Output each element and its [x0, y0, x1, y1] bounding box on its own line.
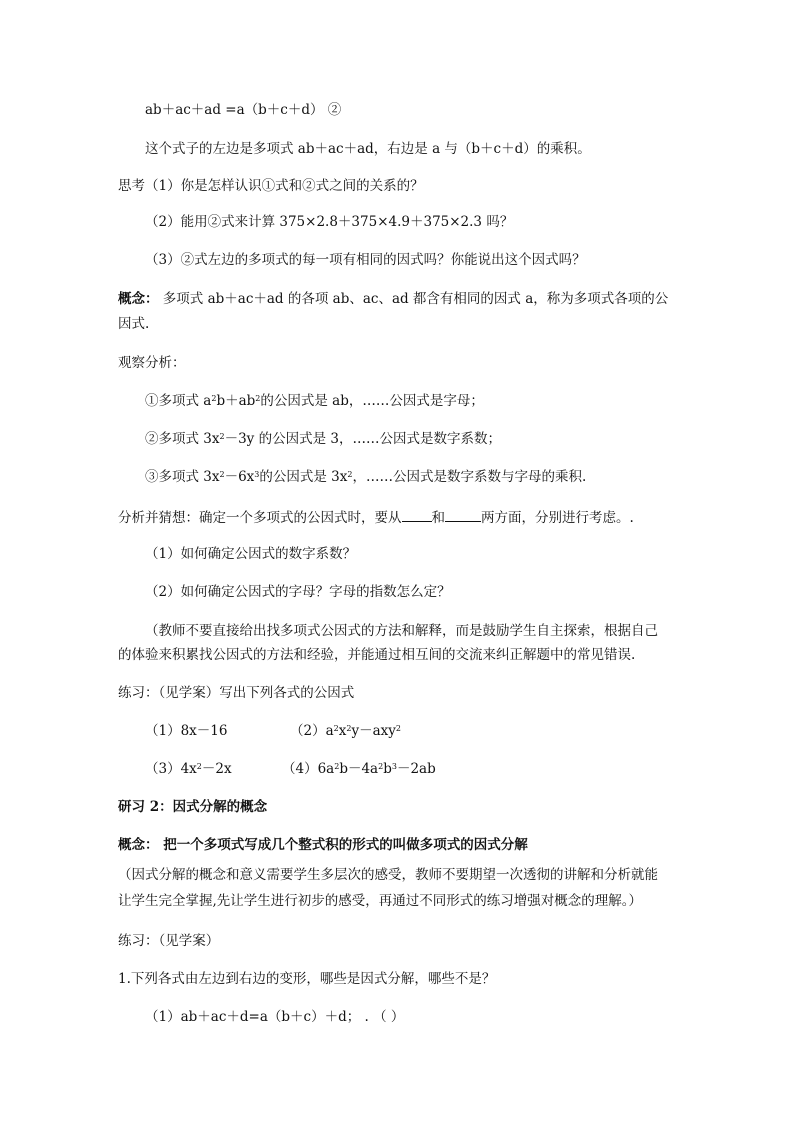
observe-heading: 观察分析： [118, 355, 186, 371]
practice-1-heading: 练习：（见学案）写出下列各式的公因式 [118, 685, 355, 701]
analysis-guess: 分析并猜想：确定一个多项式的公因式时，要从 和 两方面，分别进行考虑。. [118, 507, 634, 527]
concept-1-continued: 因式. [118, 316, 150, 332]
task-1-item-1: （1）ab＋ac＋d=a（b＋c）＋d； . （ ） [145, 1009, 405, 1025]
think-question-3: （3）②式左边的多项式的每一项有相同的因式吗？你能说出这个因式吗？ [145, 252, 586, 268]
observation-2: ②多项式 $3x^2-3y$ 的公因式是 3，……公因式是数字系数； [145, 431, 501, 447]
analysis-question-1: （1）如何确定公因式的数字系数？ [145, 546, 357, 562]
study-2-heading: 研习 2：因式分解的概念 [118, 799, 268, 815]
concept-2 [118, 836, 528, 854]
exercise-4: $(4)6a^2b-4a^2b^3-2ab$ [282, 761, 436, 777]
practice-2-heading: 练习：（见学案） [118, 933, 220, 949]
observation-3: ③多项式 $3x^2-6x^3$的公因式是 $3x^2$，……公因式是数字系数与字母的乘积. [145, 469, 587, 485]
fill-blank-2[interactable] [445, 507, 481, 522]
think-question-1: 思考（1）你是怎样认识①式和②式之间的关系的？ [118, 178, 424, 194]
teacher-note-2: （因式分解的概念和意义需要学生多层次的感受，教师不要期望一次透彻的讲解和分析就能 [118, 867, 658, 883]
teacher-note-1: （教师不要直接给出找多项式公因式的方法和解释，而是鼓励学生自主探索，根据自己 [145, 623, 658, 639]
teacher-note-2-continued: 让学生完全掌握,先让学生进行初步的感受，再通过不同形式的练习增强对概念的理解。） [118, 893, 643, 909]
observation-1: ①多项式 $a^2b+ab^2$的公因式是 ab，……公因式是字母； [145, 393, 484, 409]
concept-1-text: 多项式 ab＋ac＋ad 的各项 ab、ac、ad 都含有相同的因式 a，称为多项式各项的公 [158, 291, 669, 307]
task-1: 1.下列各式由左边到右边的变形，哪些是因式分解，哪些不是？ [118, 971, 496, 987]
concept-2-label: 概念： [118, 837, 159, 853]
concept-2-text: 把一个多项式写成几个整式积的形式的叫做多项式的因式分解 [158, 837, 528, 853]
explanation-line: 这个式子的左边是多项式 ab＋ac＋ad，右边是 a 与（b＋c＋d）的乘积。 [145, 141, 591, 157]
concept-1 [118, 290, 668, 308]
teacher-note-1-continued: 的体验来积累找公因式的方法和经验，并能通过相互间的交流来纠正解题中的常见错误. [118, 647, 636, 663]
equation-line: ab＋ac＋ad =a（b＋c＋d） ② [145, 102, 342, 118]
exercise-2: $(2)a^2x^2y-axy^2$ [290, 723, 401, 739]
fill-blank-1[interactable] [402, 507, 432, 522]
think-question-2: （2）能用②式来计算 375×2.8＋375×4.9＋375×2.3 吗？ [145, 214, 514, 230]
analysis-question-2: （2）如何确定公因式的字母？字母的指数怎么定？ [145, 584, 451, 600]
concept-1-label: 概念： [118, 291, 159, 307]
exercise-1: （1）8x－16 [145, 723, 228, 739]
exercise-3: $(3)4x^2-2x$ [145, 761, 232, 777]
